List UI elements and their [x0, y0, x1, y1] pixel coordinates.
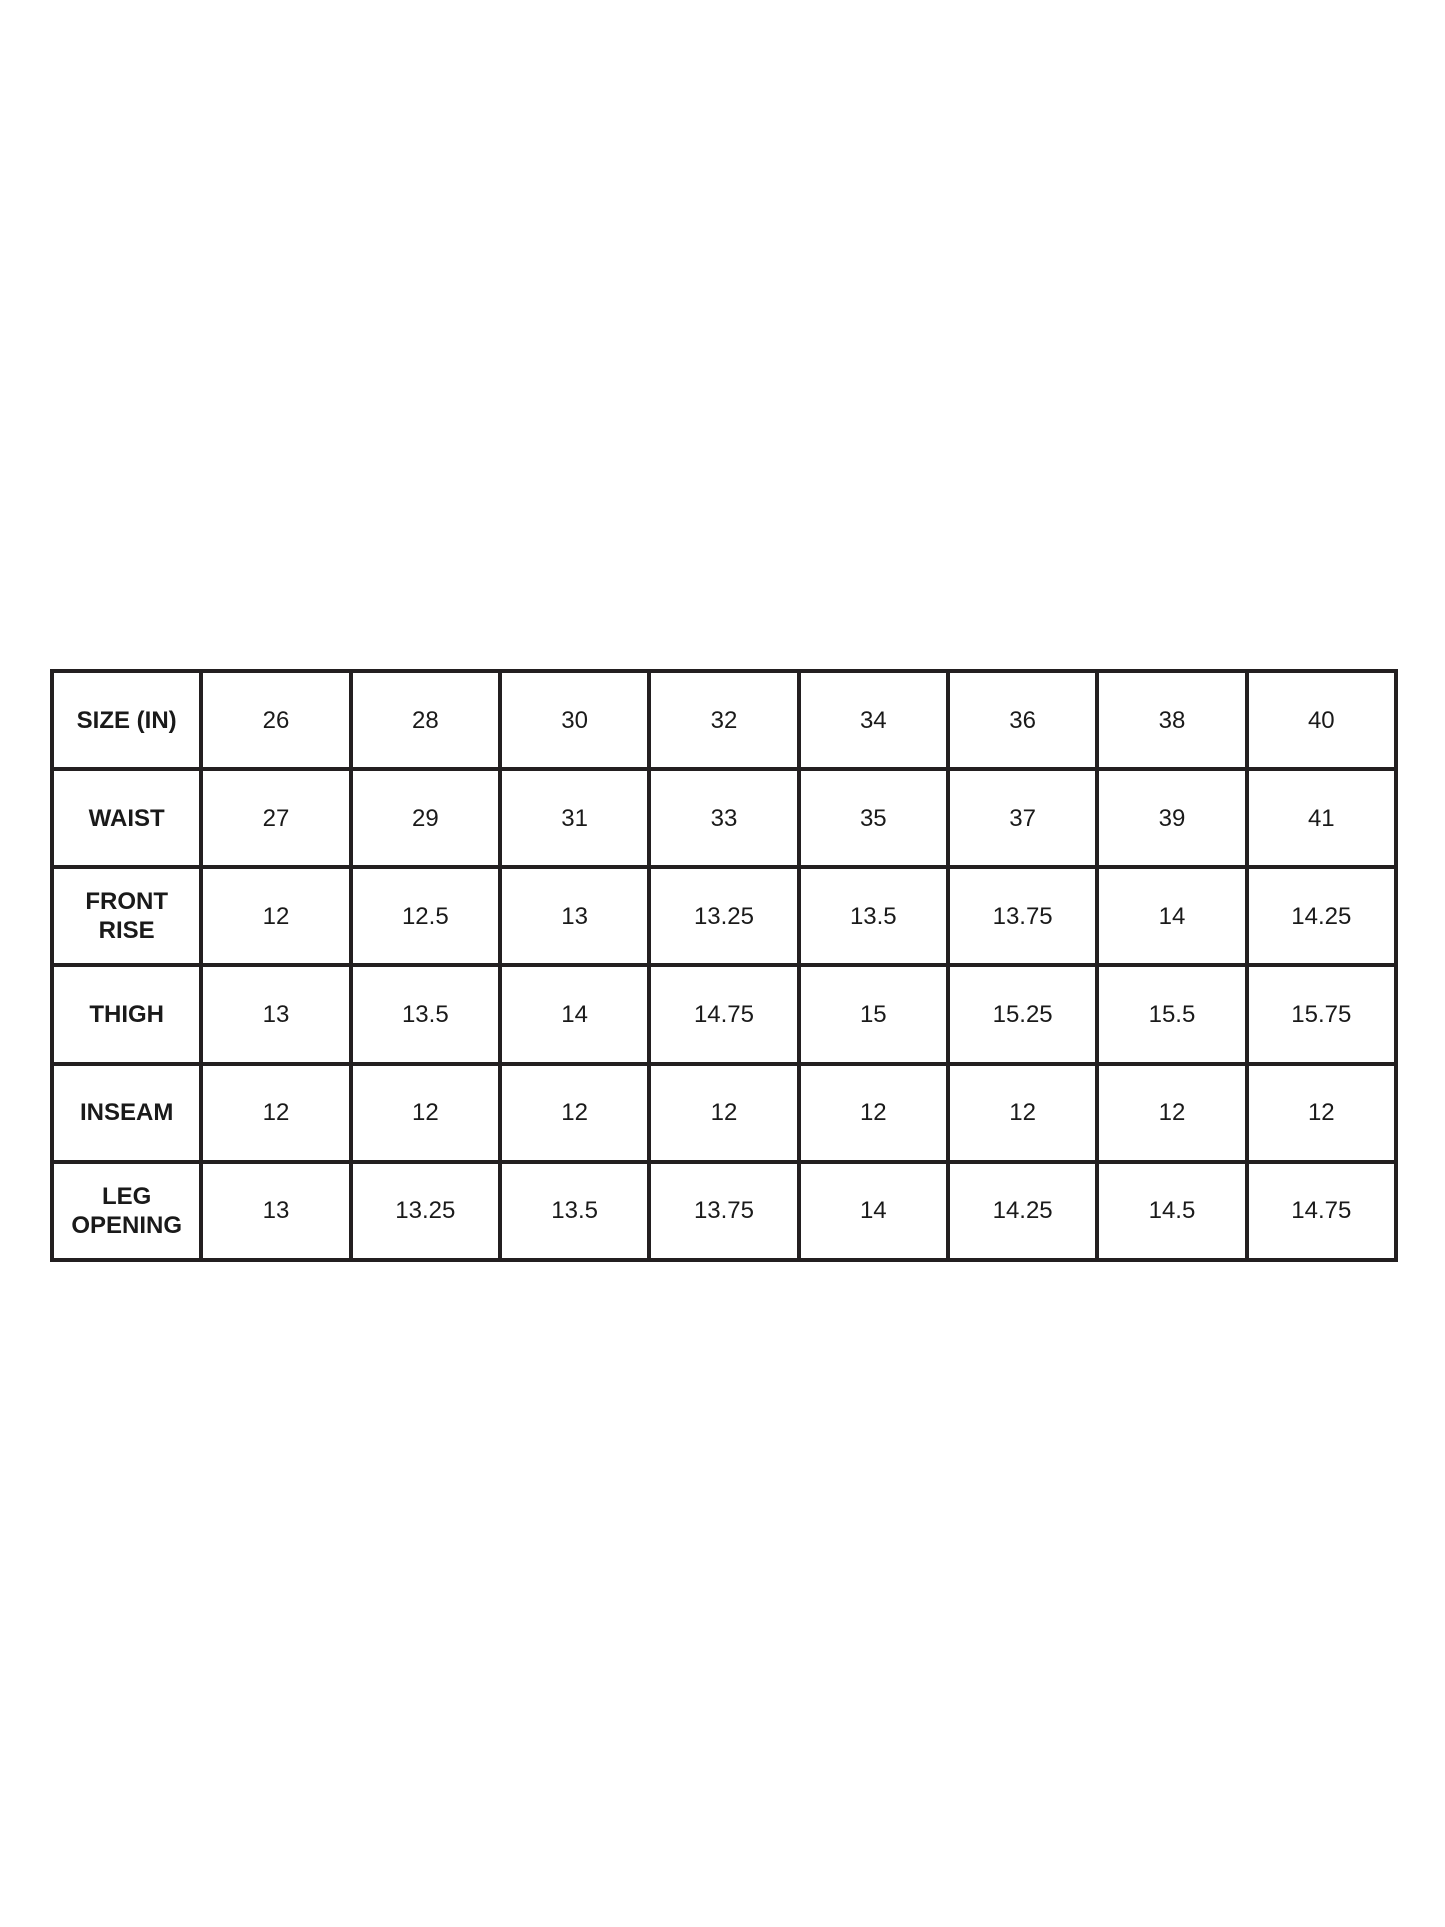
table-cell: 15.75: [1247, 965, 1396, 1063]
table-cell: 14: [1097, 867, 1246, 965]
table-cell: 40: [1247, 671, 1396, 769]
table-cell: 13: [201, 965, 350, 1063]
row-label: SIZE (IN): [76, 706, 177, 734]
row-label: INSEAM: [79, 1099, 174, 1127]
table-cell: 13.5: [500, 1162, 649, 1260]
table-cell: 32: [649, 671, 798, 769]
row-label-cell: [52, 769, 201, 867]
row-label: FRONT RISE: [85, 888, 168, 945]
table-cell: 14: [799, 1162, 948, 1260]
table-cell: 26: [201, 671, 350, 769]
table-cell: 12: [201, 1064, 350, 1162]
table-row-waist: [52, 769, 1396, 867]
table-row-front-rise: [52, 867, 1396, 965]
table-row-size-in: [52, 671, 1396, 769]
table-cell: 37: [948, 769, 1097, 867]
table-cell: 12: [799, 1064, 948, 1162]
table-cell: 12: [948, 1064, 1097, 1162]
row-label-cell: [52, 867, 201, 965]
table-cell: 35: [799, 769, 948, 867]
table-cell: 29: [351, 769, 500, 867]
row-label: LEG OPENING: [71, 1182, 182, 1239]
table-cell: 15: [799, 965, 948, 1063]
row-label-cell: [52, 965, 201, 1063]
table-row-inseam: [52, 1064, 1396, 1162]
table-cell: 13: [201, 1162, 350, 1260]
table-cell: 31: [500, 769, 649, 867]
table-cell: 27: [201, 769, 350, 867]
row-label-cell: [52, 671, 201, 769]
table-cell: 12: [1097, 1064, 1246, 1162]
size-chart-body: [52, 671, 1396, 1260]
table-cell: 36: [948, 671, 1097, 769]
table-cell: 12: [1247, 1064, 1396, 1162]
table-cell: 14.75: [1247, 1162, 1396, 1260]
table-cell: 13: [500, 867, 649, 965]
table-cell: 12: [351, 1064, 500, 1162]
table-cell: 15.5: [1097, 965, 1246, 1063]
table-cell: 12: [500, 1064, 649, 1162]
table-cell: 14: [500, 965, 649, 1063]
table-cell: 14.5: [1097, 1162, 1246, 1260]
table-cell: 13.75: [948, 867, 1097, 965]
table-cell: 12: [649, 1064, 798, 1162]
table-cell: 30: [500, 671, 649, 769]
row-label-cell: [52, 1064, 201, 1162]
table-cell: 34: [799, 671, 948, 769]
table-row-leg-opening: [52, 1162, 1396, 1260]
table-cell: 15.25: [948, 965, 1097, 1063]
table-row-thigh: [52, 965, 1396, 1063]
table-cell: 28: [351, 671, 500, 769]
table-cell: 13.25: [649, 867, 798, 965]
table-cell: 41: [1247, 769, 1396, 867]
table-cell: 14.25: [1247, 867, 1396, 965]
table-cell: 13.75: [649, 1162, 798, 1260]
row-label: THIGH: [89, 1001, 164, 1029]
table-cell: 14.25: [948, 1162, 1097, 1260]
table-cell: 39: [1097, 769, 1246, 867]
table-cell: 33: [649, 769, 798, 867]
row-label: WAIST: [88, 804, 165, 832]
table-cell: 12: [201, 867, 350, 965]
table-cell: 14.75: [649, 965, 798, 1063]
table-cell: 13.5: [799, 867, 948, 965]
row-label-cell: [52, 1162, 201, 1260]
table-cell: 13.25: [351, 1162, 500, 1260]
table-cell: 12.5: [351, 867, 500, 965]
size-chart-table: [50, 669, 1398, 1262]
table-cell: 38: [1097, 671, 1246, 769]
table-cell: 13.5: [351, 965, 500, 1063]
